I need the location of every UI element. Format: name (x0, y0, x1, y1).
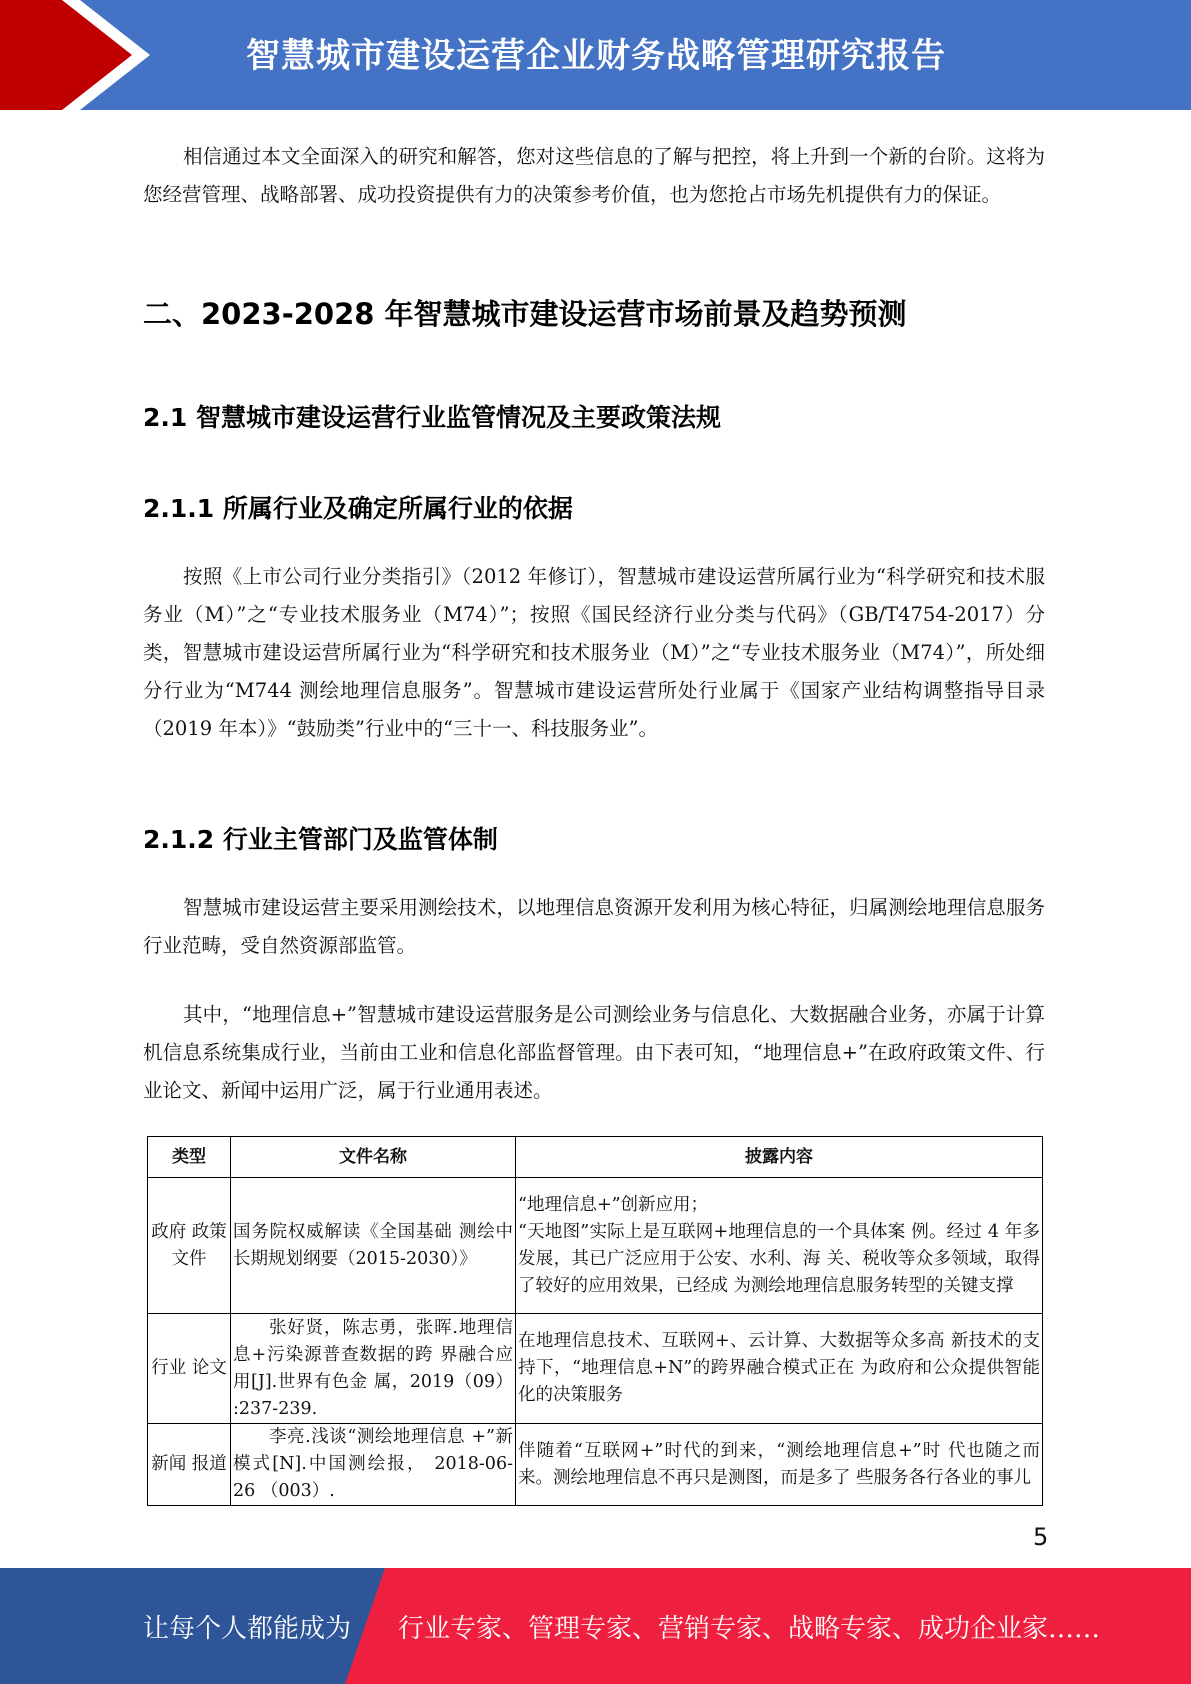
table-header-row (148, 1137, 1043, 1178)
page-number: 5 (1033, 1523, 1049, 1551)
cell-type: 政府 政策 文件 (148, 1178, 231, 1314)
cell-doc-name: 李亮.浅谈“测绘地理信息 +”新模式[N].中国测绘报， 2018-06-26 （003）. (231, 1424, 516, 1506)
footer-left-text: 让每个人都能成为 (143, 1614, 352, 1644)
section-2-1-1-paragraph: 按照《上市公司行业分类指引》（2012 年修订），智慧城市建设运营所属行业为“科学研究和技术服务业（M）”之“专业技术服务业（M74）”；按照《国民经济行业分类与代码》（GB/T4754-2017）分类，智慧城市建设运营所属行业为“科学研究和技术服务业（M）”之“专业技术服务业（M74）”，所处细分行业为“M744 测绘地理信息服务”。智慧城市建设运营所处行业属于《国家产业结构调整指导目录（2019 年本）》“鼓励类”行业中的“三十一、科技服务业”。 (143, 565, 1045, 740)
cell-type: 行业 论文 (148, 1314, 231, 1424)
header-disclosure: 披露内容 (516, 1137, 1043, 1178)
header-type: 类型 (148, 1137, 231, 1178)
header-red-arrow (0, 0, 140, 110)
page-footer (0, 1568, 1191, 1684)
section-2-1-1-heading: 2.1.1 所属行业及确定所属行业的依据 (143, 494, 573, 523)
page-header (0, 0, 1191, 110)
cell-type: 新闻 报道 (148, 1424, 231, 1506)
section-2-heading: 二、2023-2028 年智慧城市建设运营市场前景及趋势预测 (143, 297, 907, 331)
cell-disclosure (516, 1178, 1043, 1314)
footer-right-text: 行业专家、管理专家、营销专家、战略专家、成功企业家…… (398, 1614, 1101, 1644)
section-2-1-2-paragraph-1: 智慧城市建设运营主要采用测绘技术，以地理信息资源开发利用为核心特征，归属测绘地理信息服务行业范畴，受自然资源部监管。 (143, 896, 1045, 957)
table-row (148, 1178, 1043, 1314)
cell-disclosure: 在地理信息技术、互联网+、云计算、大数据等众多高 新技术的支持下，“地理信息+N”的跨界融合模式正在 为政府和公众提供智能化的决策服务 (516, 1314, 1043, 1424)
section-2-1-2-heading: 2.1.2 行业主管部门及监管体制 (143, 825, 498, 854)
table-row (148, 1314, 1043, 1424)
section-2-1-heading: 2.1 智慧城市建设运营行业监管情况及主要政策法规 (143, 403, 721, 432)
cell-doc-name: 国务院权威解读《全国基础 测绘中长期规划纲要（2015-2030）》 (231, 1178, 516, 1314)
report-title: 智慧城市建设运营企业财务战略管理研究报告 (246, 36, 946, 76)
disclosure-line: “地理信息+”创新应用； (518, 1194, 709, 1215)
disclosure-line: “天地图”实际上是互联网+地理信息的一个具体案 例。经过 4 年多发展，其已广泛应用于公安、水利、海 关、税收等众多领域，取得了较好的应用效果，已经成 为测绘地理信息服务转型的关键支撑 (518, 1221, 1040, 1296)
cell-disclosure: 伴随着“互联网+”时代的到来，“测绘地理信息+”时 代也随之而来。测绘地理信息不再只是测图，而是多了 些服务各行各业的事儿 (516, 1424, 1043, 1506)
disclosure-table (147, 1136, 1043, 1506)
cell-doc-name: 张好贤，陈志勇，张晖.地理信息+污染源普查数据的跨 界融合应用[J].世界有色金 属，2019（09） :237-239. (231, 1314, 516, 1424)
header-doc-name: 文件名称 (231, 1137, 516, 1178)
intro-paragraph: 相信通过本文全面深入的研究和解答，您对这些信息的了解与把控，将上升到一个新的台阶。这将为您经营管理、战略部署、成功投资提供有力的决策参考价值，也为您抢占市场先机提供有力的保证。 (143, 145, 1045, 206)
section-2-1-2-paragraph-2: 其中，“地理信息+”智慧城市建设运营服务是公司测绘业务与信息化、大数据融合业务，亦属于计算机信息系统集成行业，当前由工业和信息化部监督管理。由下表可知，“地理信息+”在政府政策文件、行业论文、新闻中运用广泛，属于行业通用表述。 (143, 1003, 1045, 1102)
table-row (148, 1424, 1043, 1506)
